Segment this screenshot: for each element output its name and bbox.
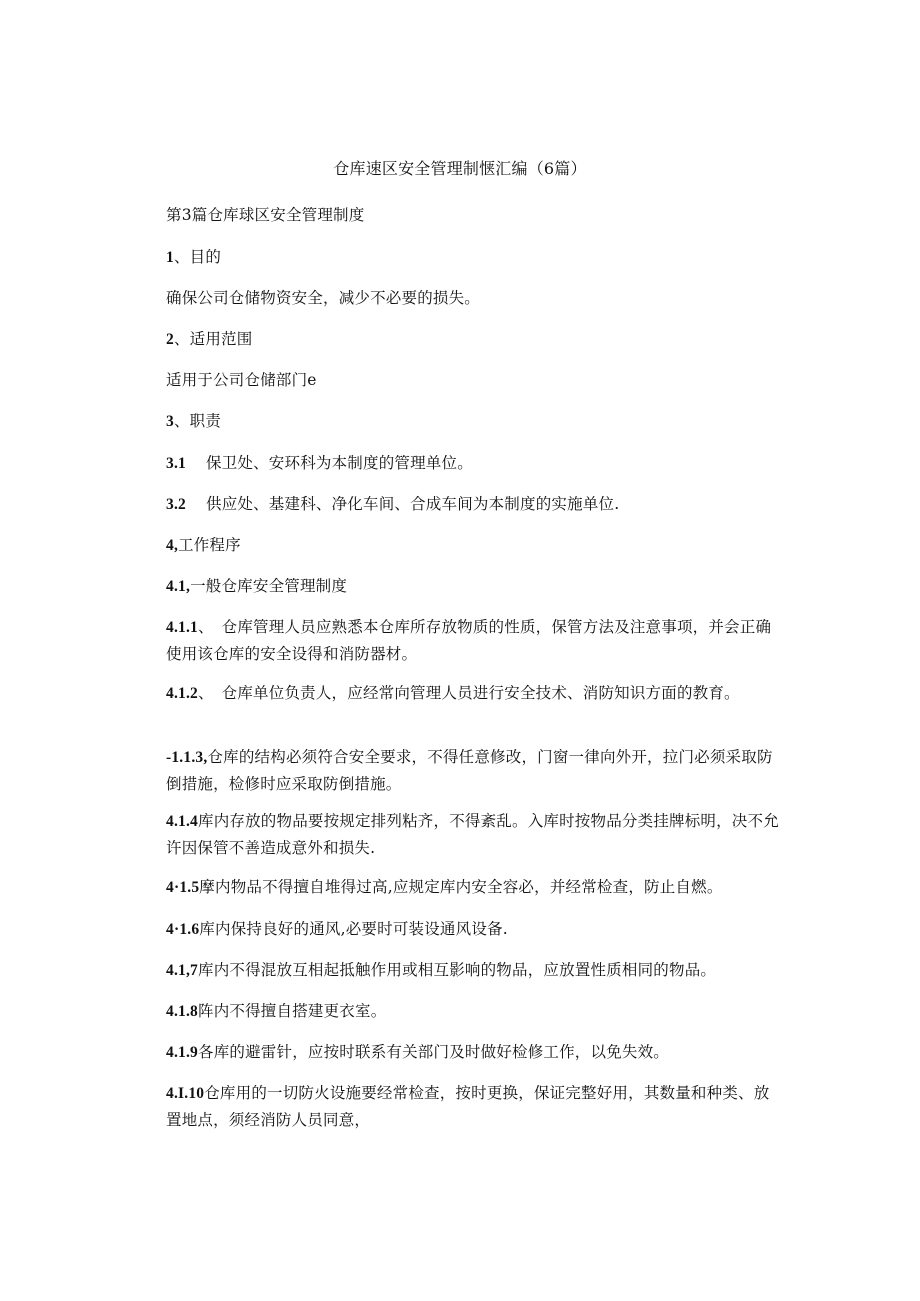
item-4-1-10: 4.I.10仓库用的一切防火设施要经常检查，按时更换，保证完整好用，其数量和种类、放置地点，须经消防人员同意， <box>166 1084 770 1129</box>
item-4-1-9: 4.1.9各库的避雷针，应按时联系有关部门及时做好检修工作，以免失效。 <box>166 1043 670 1061</box>
item-4-1-2: 4.1.2、 仓库单位负责人，应经常向管理人员进行安全技术、消防知识方面的教育。 <box>166 684 740 702</box>
item-4-1-7: 4.1,7库内不得混放互相起抵触作用或相互影响的物品，应放置性质相同的物品。 <box>166 961 717 979</box>
item-4-1-5: 4·1.5摩内物品不得擅自堆得过高,应规定库内安全容必，并经常检查，防止自燃。 <box>166 878 723 896</box>
item-3-1: 3.1 保卫处、安环科为本制度的管理单位。 <box>166 454 473 472</box>
heading-procedure: 4,工作程序 <box>166 536 241 554</box>
item-3-2: 3.2 供应处、基建科、净化车间、合成车间为本制度的实施单位. <box>166 495 620 513</box>
heading-responsibility: 3、职责 <box>166 412 222 430</box>
heading-purpose: 1、目的 <box>166 248 222 266</box>
paragraph-scope: 适用于公司仓储部门e <box>166 371 317 389</box>
item-4-1-3: -1.1.3,仓库的结构必须符合安全要求，不得任意修改，门窗一律向外开，拉门必须采取防倒措施，检修时应采取防倒措施。 <box>166 748 773 793</box>
item-4-1-4: 4.1.4库内存放的物品要按规定排列粘齐，不得紊乱。入库时按物品分类挂牌标明，决不允许因保管不善造成意外和损失. <box>166 812 779 857</box>
item-4-1-6: 4·1.6库内保持良好的通风,必要时可装设通风设备. <box>166 920 508 938</box>
paragraph-purpose: 确保公司仓储物资安全，减少不必要的损失。 <box>166 289 481 307</box>
section-heading: 第3篇仓库球区安全管理制度 <box>166 206 365 224</box>
heading-4-1: 4.1,一般仓库安全管理制度 <box>166 577 348 595</box>
document-title: 仓库速区安全管理制惬汇编（6篇） <box>333 159 587 178</box>
item-4-1-8: 4.1.8阵内不得擅自搭建更衣室。 <box>166 1002 387 1020</box>
item-4-1-1: 4.1.1、 仓库管理人员应熟悉本仓库所存放物质的性质，保管方法及注意事项，并会正确使用该仓库的安全设得和消防器材。 <box>166 618 772 663</box>
heading-scope: 2、适用范围 <box>166 330 253 348</box>
